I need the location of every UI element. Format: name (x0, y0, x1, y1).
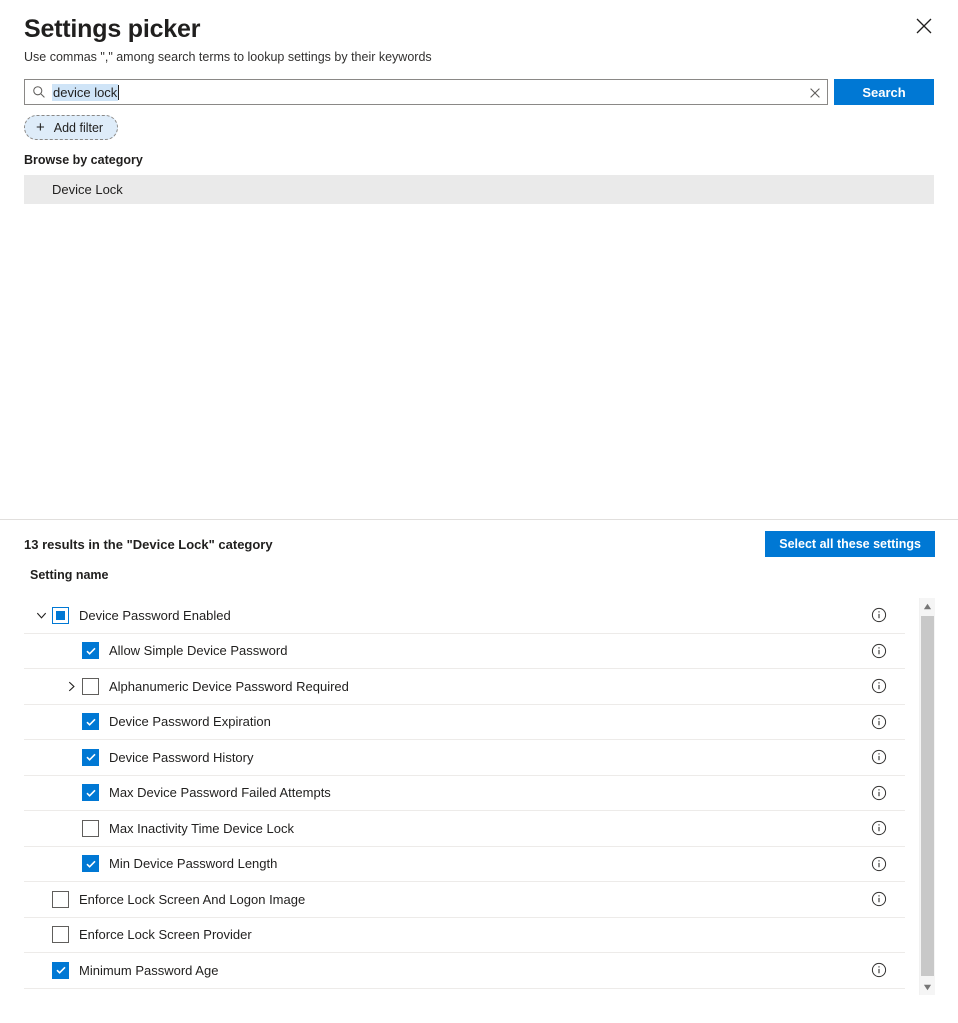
info-icon[interactable] (871, 749, 887, 765)
results-count: 13 results in the "Device Lock" category (24, 536, 273, 552)
scroll-down-arrow-icon[interactable] (920, 979, 935, 995)
table-row[interactable] (24, 811, 905, 847)
search-icon (32, 85, 46, 99)
info-icon[interactable] (871, 714, 887, 730)
scroll-up-arrow-icon[interactable] (920, 598, 935, 614)
row-label: Max Inactivity Time Device Lock (109, 820, 294, 836)
table-row[interactable] (24, 669, 905, 705)
browse-by-category-label: Browse by category (24, 153, 143, 167)
info-icon[interactable] (871, 891, 887, 907)
table-row[interactable] (24, 953, 905, 989)
row-label: Max Device Password Failed Attempts (109, 785, 331, 801)
search-input-value: device lock (53, 84, 118, 100)
table-row[interactable] (24, 740, 905, 776)
scrollbar-thumb[interactable] (921, 616, 934, 976)
category-list (24, 175, 934, 204)
info-icon[interactable] (871, 607, 887, 623)
info-icon[interactable] (871, 856, 887, 872)
table-row[interactable] (24, 918, 905, 954)
row-checkbox[interactable] (82, 713, 99, 730)
row-checkbox[interactable] (82, 749, 99, 766)
row-label: Allow Simple Device Password (109, 643, 288, 659)
add-filter-button[interactable] (24, 115, 118, 140)
page-title: Settings picker (24, 15, 201, 43)
filter-row (24, 115, 934, 140)
close-button[interactable] (908, 10, 940, 42)
row-checkbox[interactable] (82, 820, 99, 837)
dialog-header (0, 0, 958, 65)
section-divider (0, 519, 958, 520)
info-icon[interactable] (871, 962, 887, 978)
plus-icon: + (36, 119, 45, 136)
table-row[interactable] (24, 847, 905, 883)
category-item-label: Device Lock (52, 182, 123, 197)
row-label: Device Password Expiration (109, 714, 271, 730)
table-row[interactable] (24, 882, 905, 918)
row-label: Device Password History (109, 749, 254, 765)
select-all-settings-button[interactable]: Select all these settings (765, 531, 935, 557)
table-row[interactable] (24, 598, 905, 634)
row-label: Alphanumeric Device Password Required (109, 678, 349, 694)
table-row[interactable] (24, 776, 905, 812)
row-label: Minimum Password Age (79, 962, 219, 978)
results-bar (24, 531, 935, 557)
category-item-device-lock[interactable] (24, 175, 934, 204)
row-checkbox[interactable] (82, 678, 99, 695)
info-icon[interactable] (871, 678, 887, 694)
chevron-right-icon[interactable] (60, 680, 82, 693)
settings-table (24, 598, 935, 995)
settings-rows (24, 598, 905, 995)
close-icon (915, 17, 933, 35)
row-checkbox[interactable] (82, 642, 99, 659)
results-scrollbar[interactable] (919, 598, 935, 995)
row-checkbox[interactable] (52, 607, 69, 624)
table-row[interactable] (24, 705, 905, 741)
search-button[interactable]: Search (834, 79, 934, 105)
row-label: Enforce Lock Screen Provider (79, 927, 252, 943)
row-checkbox[interactable] (52, 962, 69, 979)
search-input[interactable] (24, 79, 828, 105)
row-checkbox[interactable] (52, 926, 69, 943)
row-label: Device Password Enabled (79, 607, 231, 623)
row-checkbox[interactable] (82, 784, 99, 801)
info-icon[interactable] (871, 820, 887, 836)
text-caret (118, 85, 119, 100)
clear-icon[interactable] (809, 86, 821, 98)
search-row (24, 79, 934, 105)
info-icon[interactable] (871, 785, 887, 801)
row-label: Enforce Lock Screen And Logon Image (79, 891, 306, 907)
page-subtitle: Use commas "," among search terms to lookup settings by their keywords (24, 50, 432, 64)
row-checkbox[interactable] (82, 855, 99, 872)
row-label: Min Device Password Length (109, 856, 278, 872)
info-icon[interactable] (871, 643, 887, 659)
row-checkbox[interactable] (52, 891, 69, 908)
column-header-setting-name: Setting name (30, 568, 109, 582)
table-row[interactable] (24, 634, 905, 670)
chevron-down-icon[interactable] (30, 609, 52, 622)
add-filter-label: Add filter (53, 120, 104, 135)
